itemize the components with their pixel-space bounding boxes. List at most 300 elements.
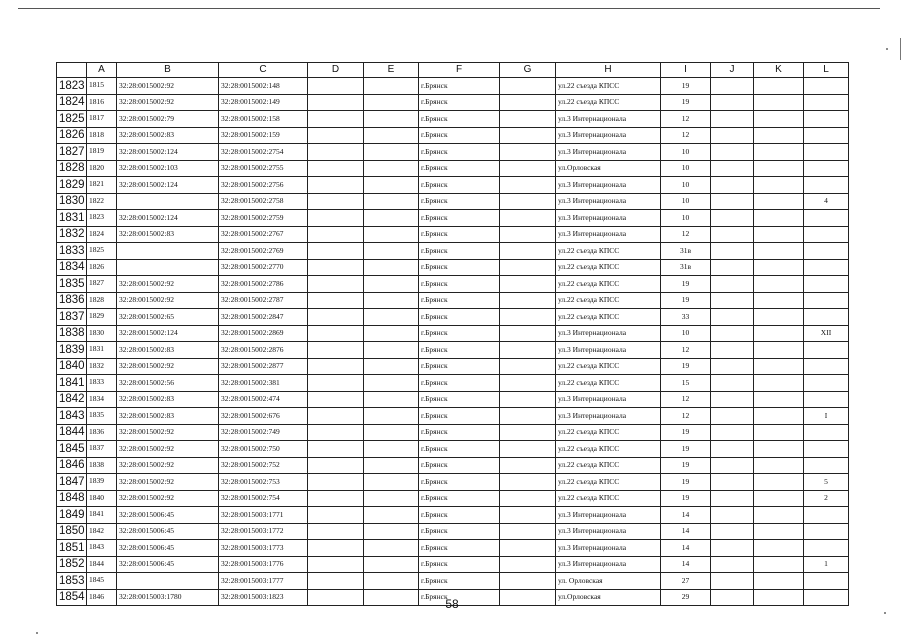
cell-e xyxy=(364,556,419,573)
cell-j xyxy=(711,391,754,408)
cadastral-number: 32:28:0015003:1777 xyxy=(219,573,308,590)
cell-l xyxy=(804,573,849,590)
row-number: 1825 xyxy=(57,111,87,128)
cell-g xyxy=(500,375,556,392)
cadastral-number: 32:28:0015002:749 xyxy=(219,424,308,441)
cadastral-number: 32:28:0015002:381 xyxy=(219,375,308,392)
row-number: 1847 xyxy=(57,474,87,491)
parent-cadastral-number: 32:28:0015006:45 xyxy=(117,556,219,573)
cell-j xyxy=(711,408,754,425)
cell-j xyxy=(711,243,754,260)
table-row xyxy=(57,474,849,491)
cadastral-number: 32:28:0015002:158 xyxy=(219,111,308,128)
cell-d xyxy=(308,457,364,474)
table-row xyxy=(57,259,849,276)
cell-j xyxy=(711,474,754,491)
cell-k xyxy=(754,556,804,573)
city-cell: г.Брянск xyxy=(419,276,500,293)
house-number-cell: 10 xyxy=(661,325,711,342)
cell-d xyxy=(308,144,364,161)
cell-k xyxy=(754,144,804,161)
cell-d xyxy=(308,78,364,95)
cell-e xyxy=(364,573,419,590)
parent-cadastral-number xyxy=(117,243,219,260)
table-row xyxy=(57,391,849,408)
cell-l xyxy=(804,292,849,309)
cell-j xyxy=(711,259,754,276)
record-number: 1840 xyxy=(87,490,117,507)
cadastral-number: 32:28:0015002:2847 xyxy=(219,309,308,326)
cell-k xyxy=(754,474,804,491)
street-cell: ул.3 Интернационала xyxy=(556,127,661,144)
cell-l xyxy=(804,424,849,441)
margin-mark xyxy=(900,38,901,60)
city-cell: г.Брянск xyxy=(419,193,500,210)
cell-l: 5 xyxy=(804,474,849,491)
cell-l: 2 xyxy=(804,490,849,507)
row-number: 1850 xyxy=(57,523,87,540)
cell-g xyxy=(500,144,556,161)
top-border-line xyxy=(18,8,880,9)
cell-l xyxy=(804,391,849,408)
cell-g xyxy=(500,556,556,573)
cell-e xyxy=(364,325,419,342)
cell-d xyxy=(308,358,364,375)
column-header: H xyxy=(556,63,661,78)
cell-e xyxy=(364,177,419,194)
house-number-cell: 29 xyxy=(661,589,711,606)
city-cell: г.Брянск xyxy=(419,342,500,359)
table-row xyxy=(57,144,849,161)
row-number: 1840 xyxy=(57,358,87,375)
cell-d xyxy=(308,292,364,309)
cadastral-number: 32:28:0015002:750 xyxy=(219,441,308,458)
column-header: D xyxy=(308,63,364,78)
street-cell: ул.3 Интернационала xyxy=(556,408,661,425)
house-number-cell: 19 xyxy=(661,474,711,491)
cell-j xyxy=(711,540,754,557)
cell-e xyxy=(364,78,419,95)
cell-e xyxy=(364,111,419,128)
cell-k xyxy=(754,391,804,408)
house-number-cell: 31в xyxy=(661,243,711,260)
cell-l xyxy=(804,226,849,243)
table-row xyxy=(57,325,849,342)
cell-g xyxy=(500,226,556,243)
street-cell: ул.22 съезда КПСС xyxy=(556,276,661,293)
cell-j xyxy=(711,342,754,359)
cell-l xyxy=(804,160,849,177)
house-number-cell: 10 xyxy=(661,210,711,227)
house-number-cell: 19 xyxy=(661,276,711,293)
house-number-cell: 10 xyxy=(661,193,711,210)
row-number: 1851 xyxy=(57,540,87,557)
city-cell: г.Брянск xyxy=(419,210,500,227)
cell-d xyxy=(308,193,364,210)
city-cell: г.Брянск xyxy=(419,127,500,144)
cell-d xyxy=(308,375,364,392)
cadastral-number: 32:28:0015002:2869 xyxy=(219,325,308,342)
cell-d xyxy=(308,556,364,573)
house-number-cell: 19 xyxy=(661,441,711,458)
city-cell: г.Брянск xyxy=(419,78,500,95)
city-cell: г.Брянск xyxy=(419,177,500,194)
cell-k xyxy=(754,375,804,392)
record-number: 1836 xyxy=(87,424,117,441)
cadastral-number: 32:28:0015002:752 xyxy=(219,457,308,474)
cell-e xyxy=(364,160,419,177)
parent-cadastral-number: 32:28:0015002:56 xyxy=(117,375,219,392)
street-cell: ул.3 Интернационала xyxy=(556,193,661,210)
city-cell: г.Брянск xyxy=(419,160,500,177)
table-row xyxy=(57,375,849,392)
cell-e xyxy=(364,210,419,227)
cell-g xyxy=(500,259,556,276)
column-header: K xyxy=(754,63,804,78)
cell-e xyxy=(364,309,419,326)
cell-g xyxy=(500,391,556,408)
city-cell: г.Брянск xyxy=(419,507,500,524)
cadastral-number: 32:28:0015002:2787 xyxy=(219,292,308,309)
row-number: 1824 xyxy=(57,94,87,111)
cell-l xyxy=(804,457,849,474)
table-row xyxy=(57,408,849,425)
row-number: 1836 xyxy=(57,292,87,309)
cell-d xyxy=(308,540,364,557)
row-number: 1854 xyxy=(57,589,87,606)
cell-k xyxy=(754,193,804,210)
row-number: 1828 xyxy=(57,160,87,177)
table-row xyxy=(57,243,849,260)
cadastral-number: 32:28:0015002:2770 xyxy=(219,259,308,276)
cell-g xyxy=(500,589,556,606)
parent-cadastral-number: 32:28:0015002:79 xyxy=(117,111,219,128)
column-header: F xyxy=(419,63,500,78)
corner-cell xyxy=(57,63,87,78)
row-number: 1839 xyxy=(57,342,87,359)
table-row xyxy=(57,226,849,243)
house-number-cell: 27 xyxy=(661,573,711,590)
house-number-cell: 19 xyxy=(661,457,711,474)
cadastral-number: 32:28:0015003:1772 xyxy=(219,523,308,540)
cadastral-number: 32:28:0015002:148 xyxy=(219,78,308,95)
street-cell: ул.3 Интернационала xyxy=(556,226,661,243)
cell-j xyxy=(711,556,754,573)
record-number: 1844 xyxy=(87,556,117,573)
street-cell: ул.22 съезда КПСС xyxy=(556,441,661,458)
cell-e xyxy=(364,589,419,606)
cell-j xyxy=(711,193,754,210)
row-number: 1844 xyxy=(57,424,87,441)
cadastral-number: 32:28:0015002:754 xyxy=(219,490,308,507)
record-number: 1832 xyxy=(87,358,117,375)
street-cell: ул.3 Интернационала xyxy=(556,556,661,573)
column-header: E xyxy=(364,63,419,78)
house-number-cell: 10 xyxy=(661,160,711,177)
cell-k xyxy=(754,507,804,524)
cell-g xyxy=(500,111,556,128)
table-row xyxy=(57,276,849,293)
cell-d xyxy=(308,160,364,177)
cell-e xyxy=(364,94,419,111)
city-cell: г.Брянск xyxy=(419,457,500,474)
cell-k xyxy=(754,160,804,177)
city-cell: г.Брянск xyxy=(419,358,500,375)
city-cell: г.Брянск xyxy=(419,111,500,128)
row-number: 1843 xyxy=(57,408,87,425)
cell-e xyxy=(364,474,419,491)
cell-j xyxy=(711,177,754,194)
cell-e xyxy=(364,292,419,309)
city-cell: г.Брянск xyxy=(419,325,500,342)
record-number: 1842 xyxy=(87,523,117,540)
cell-d xyxy=(308,127,364,144)
cell-l xyxy=(804,111,849,128)
cell-l xyxy=(804,259,849,276)
cell-d xyxy=(308,507,364,524)
table-row xyxy=(57,441,849,458)
cadastral-number: 32:28:0015002:2877 xyxy=(219,358,308,375)
cell-d xyxy=(308,490,364,507)
cell-g xyxy=(500,210,556,227)
city-cell: г.Брянск xyxy=(419,424,500,441)
street-cell: ул.22 съезда КПСС xyxy=(556,358,661,375)
city-cell: г.Брянск xyxy=(419,523,500,540)
table-row xyxy=(57,523,849,540)
cell-k xyxy=(754,325,804,342)
cell-g xyxy=(500,507,556,524)
cell-e xyxy=(364,441,419,458)
parent-cadastral-number: 32:28:0015002:124 xyxy=(117,177,219,194)
row-number: 1849 xyxy=(57,507,87,524)
parent-cadastral-number: 32:28:0015002:83 xyxy=(117,408,219,425)
cell-l xyxy=(804,127,849,144)
cell-j xyxy=(711,424,754,441)
cell-j xyxy=(711,292,754,309)
cell-k xyxy=(754,358,804,375)
cell-j xyxy=(711,441,754,458)
table-row xyxy=(57,424,849,441)
cell-k xyxy=(754,441,804,458)
street-cell: ул.22 съезда КПСС xyxy=(556,292,661,309)
cell-j xyxy=(711,573,754,590)
parent-cadastral-number: 32:28:0015002:65 xyxy=(117,309,219,326)
cadastral-number: 32:28:0015002:149 xyxy=(219,94,308,111)
cell-d xyxy=(308,276,364,293)
scan-speck xyxy=(884,612,886,614)
table-row xyxy=(57,111,849,128)
cell-k xyxy=(754,342,804,359)
record-number: 1822 xyxy=(87,193,117,210)
cell-d xyxy=(308,210,364,227)
street-cell: ул.3 Интернационала xyxy=(556,210,661,227)
table-row xyxy=(57,556,849,573)
cell-j xyxy=(711,589,754,606)
cell-l xyxy=(804,375,849,392)
street-cell: ул.3 Интернационала xyxy=(556,507,661,524)
cell-l xyxy=(804,523,849,540)
city-cell: г.Брянск xyxy=(419,474,500,491)
cell-l xyxy=(804,342,849,359)
column-header: A xyxy=(87,63,117,78)
record-number: 1816 xyxy=(87,94,117,111)
record-number: 1826 xyxy=(87,259,117,276)
city-cell: г.Брянск xyxy=(419,94,500,111)
page-number: 58 xyxy=(445,597,459,611)
cell-e xyxy=(364,424,419,441)
table-row xyxy=(57,540,849,557)
record-number: 1817 xyxy=(87,111,117,128)
cell-d xyxy=(308,523,364,540)
row-number: 1842 xyxy=(57,391,87,408)
cell-k xyxy=(754,490,804,507)
parent-cadastral-number: 32:28:0015002:83 xyxy=(117,127,219,144)
cell-e xyxy=(364,375,419,392)
cell-d xyxy=(308,94,364,111)
cell-e xyxy=(364,490,419,507)
cell-d xyxy=(308,226,364,243)
record-number: 1835 xyxy=(87,408,117,425)
cadastral-number: 32:28:0015003:1771 xyxy=(219,507,308,524)
street-cell: ул.3 Интернационала xyxy=(556,144,661,161)
cadastral-number: 32:28:0015002:2759 xyxy=(219,210,308,227)
cell-e xyxy=(364,226,419,243)
street-cell: ул.22 съезда КПСС xyxy=(556,424,661,441)
cell-j xyxy=(711,127,754,144)
table-row xyxy=(57,292,849,309)
parent-cadastral-number xyxy=(117,259,219,276)
cell-j xyxy=(711,276,754,293)
cell-l xyxy=(804,309,849,326)
row-number: 1826 xyxy=(57,127,87,144)
parent-cadastral-number: 32:28:0015002:124 xyxy=(117,210,219,227)
cell-k xyxy=(754,523,804,540)
parent-cadastral-number: 32:28:0015002:92 xyxy=(117,78,219,95)
cell-d xyxy=(308,342,364,359)
cell-l xyxy=(804,210,849,227)
street-cell: ул.3 Интернационала xyxy=(556,177,661,194)
cadastral-number: 32:28:0015002:2756 xyxy=(219,177,308,194)
cell-k xyxy=(754,226,804,243)
street-cell: ул.22 съезда КПСС xyxy=(556,309,661,326)
cadastral-number: 32:28:0015003:1776 xyxy=(219,556,308,573)
house-number-cell: 19 xyxy=(661,94,711,111)
cell-j xyxy=(711,358,754,375)
cell-d xyxy=(308,424,364,441)
table-row xyxy=(57,358,849,375)
cadastral-number: 32:28:0015002:2754 xyxy=(219,144,308,161)
row-number: 1852 xyxy=(57,556,87,573)
street-cell: ул.3 Интернационала xyxy=(556,523,661,540)
cell-l xyxy=(804,177,849,194)
column-header: J xyxy=(711,63,754,78)
house-number-cell: 14 xyxy=(661,523,711,540)
cell-g xyxy=(500,78,556,95)
cell-g xyxy=(500,358,556,375)
parent-cadastral-number: 32:28:0015002:83 xyxy=(117,342,219,359)
record-number: 1839 xyxy=(87,474,117,491)
cell-j xyxy=(711,144,754,161)
cell-e xyxy=(364,358,419,375)
cell-l: I xyxy=(804,408,849,425)
record-number: 1821 xyxy=(87,177,117,194)
cell-j xyxy=(711,507,754,524)
cell-k xyxy=(754,309,804,326)
house-number-cell: 15 xyxy=(661,375,711,392)
street-cell: ул.22 съезда КПСС xyxy=(556,243,661,260)
parent-cadastral-number: 32:28:0015002:92 xyxy=(117,292,219,309)
street-cell: ул.3 Интернационала xyxy=(556,111,661,128)
table-row xyxy=(57,457,849,474)
city-cell: г.Брянск xyxy=(419,490,500,507)
cell-k xyxy=(754,573,804,590)
table-row xyxy=(57,573,849,590)
column-header: B xyxy=(117,63,219,78)
parent-cadastral-number: 32:28:0015002:92 xyxy=(117,457,219,474)
row-number: 1827 xyxy=(57,144,87,161)
record-number: 1825 xyxy=(87,243,117,260)
column-header: L xyxy=(804,63,849,78)
table-row xyxy=(57,309,849,326)
cell-l xyxy=(804,276,849,293)
cell-k xyxy=(754,408,804,425)
cadastral-number: 32:28:0015002:474 xyxy=(219,391,308,408)
cell-k xyxy=(754,540,804,557)
house-number-cell: 12 xyxy=(661,226,711,243)
cell-j xyxy=(711,375,754,392)
cell-g xyxy=(500,292,556,309)
cell-g xyxy=(500,540,556,557)
street-cell: ул.3 Интернационала xyxy=(556,325,661,342)
cadastral-number: 32:28:0015002:2767 xyxy=(219,226,308,243)
cell-l xyxy=(804,144,849,161)
record-number: 1828 xyxy=(87,292,117,309)
cell-g xyxy=(500,309,556,326)
cadastral-number: 32:28:0015002:676 xyxy=(219,408,308,425)
cell-e xyxy=(364,259,419,276)
parent-cadastral-number xyxy=(117,573,219,590)
cell-e xyxy=(364,243,419,260)
row-number: 1848 xyxy=(57,490,87,507)
cadastral-number: 32:28:0015002:753 xyxy=(219,474,308,491)
table-row xyxy=(57,94,849,111)
street-cell: ул.3 Интернационала xyxy=(556,342,661,359)
street-cell: ул.22 съезда КПСС xyxy=(556,94,661,111)
street-cell: ул.22 съезда КПСС xyxy=(556,490,661,507)
record-number: 1819 xyxy=(87,144,117,161)
cell-l xyxy=(804,243,849,260)
city-cell: г.Брянск xyxy=(419,540,500,557)
cell-l: XII xyxy=(804,325,849,342)
cell-g xyxy=(500,441,556,458)
table-row xyxy=(57,490,849,507)
cell-l: 1 xyxy=(804,556,849,573)
cell-k xyxy=(754,292,804,309)
cell-e xyxy=(364,127,419,144)
cell-l xyxy=(804,441,849,458)
register-table xyxy=(56,62,849,606)
cell-k xyxy=(754,177,804,194)
street-cell: ул.22 съезда КПСС xyxy=(556,78,661,95)
cell-j xyxy=(711,523,754,540)
cell-g xyxy=(500,325,556,342)
house-number-cell: 12 xyxy=(661,111,711,128)
house-number-cell: 14 xyxy=(661,556,711,573)
parent-cadastral-number: 32:28:0015002:124 xyxy=(117,325,219,342)
row-number: 1846 xyxy=(57,457,87,474)
record-number: 1827 xyxy=(87,276,117,293)
cell-d xyxy=(308,408,364,425)
